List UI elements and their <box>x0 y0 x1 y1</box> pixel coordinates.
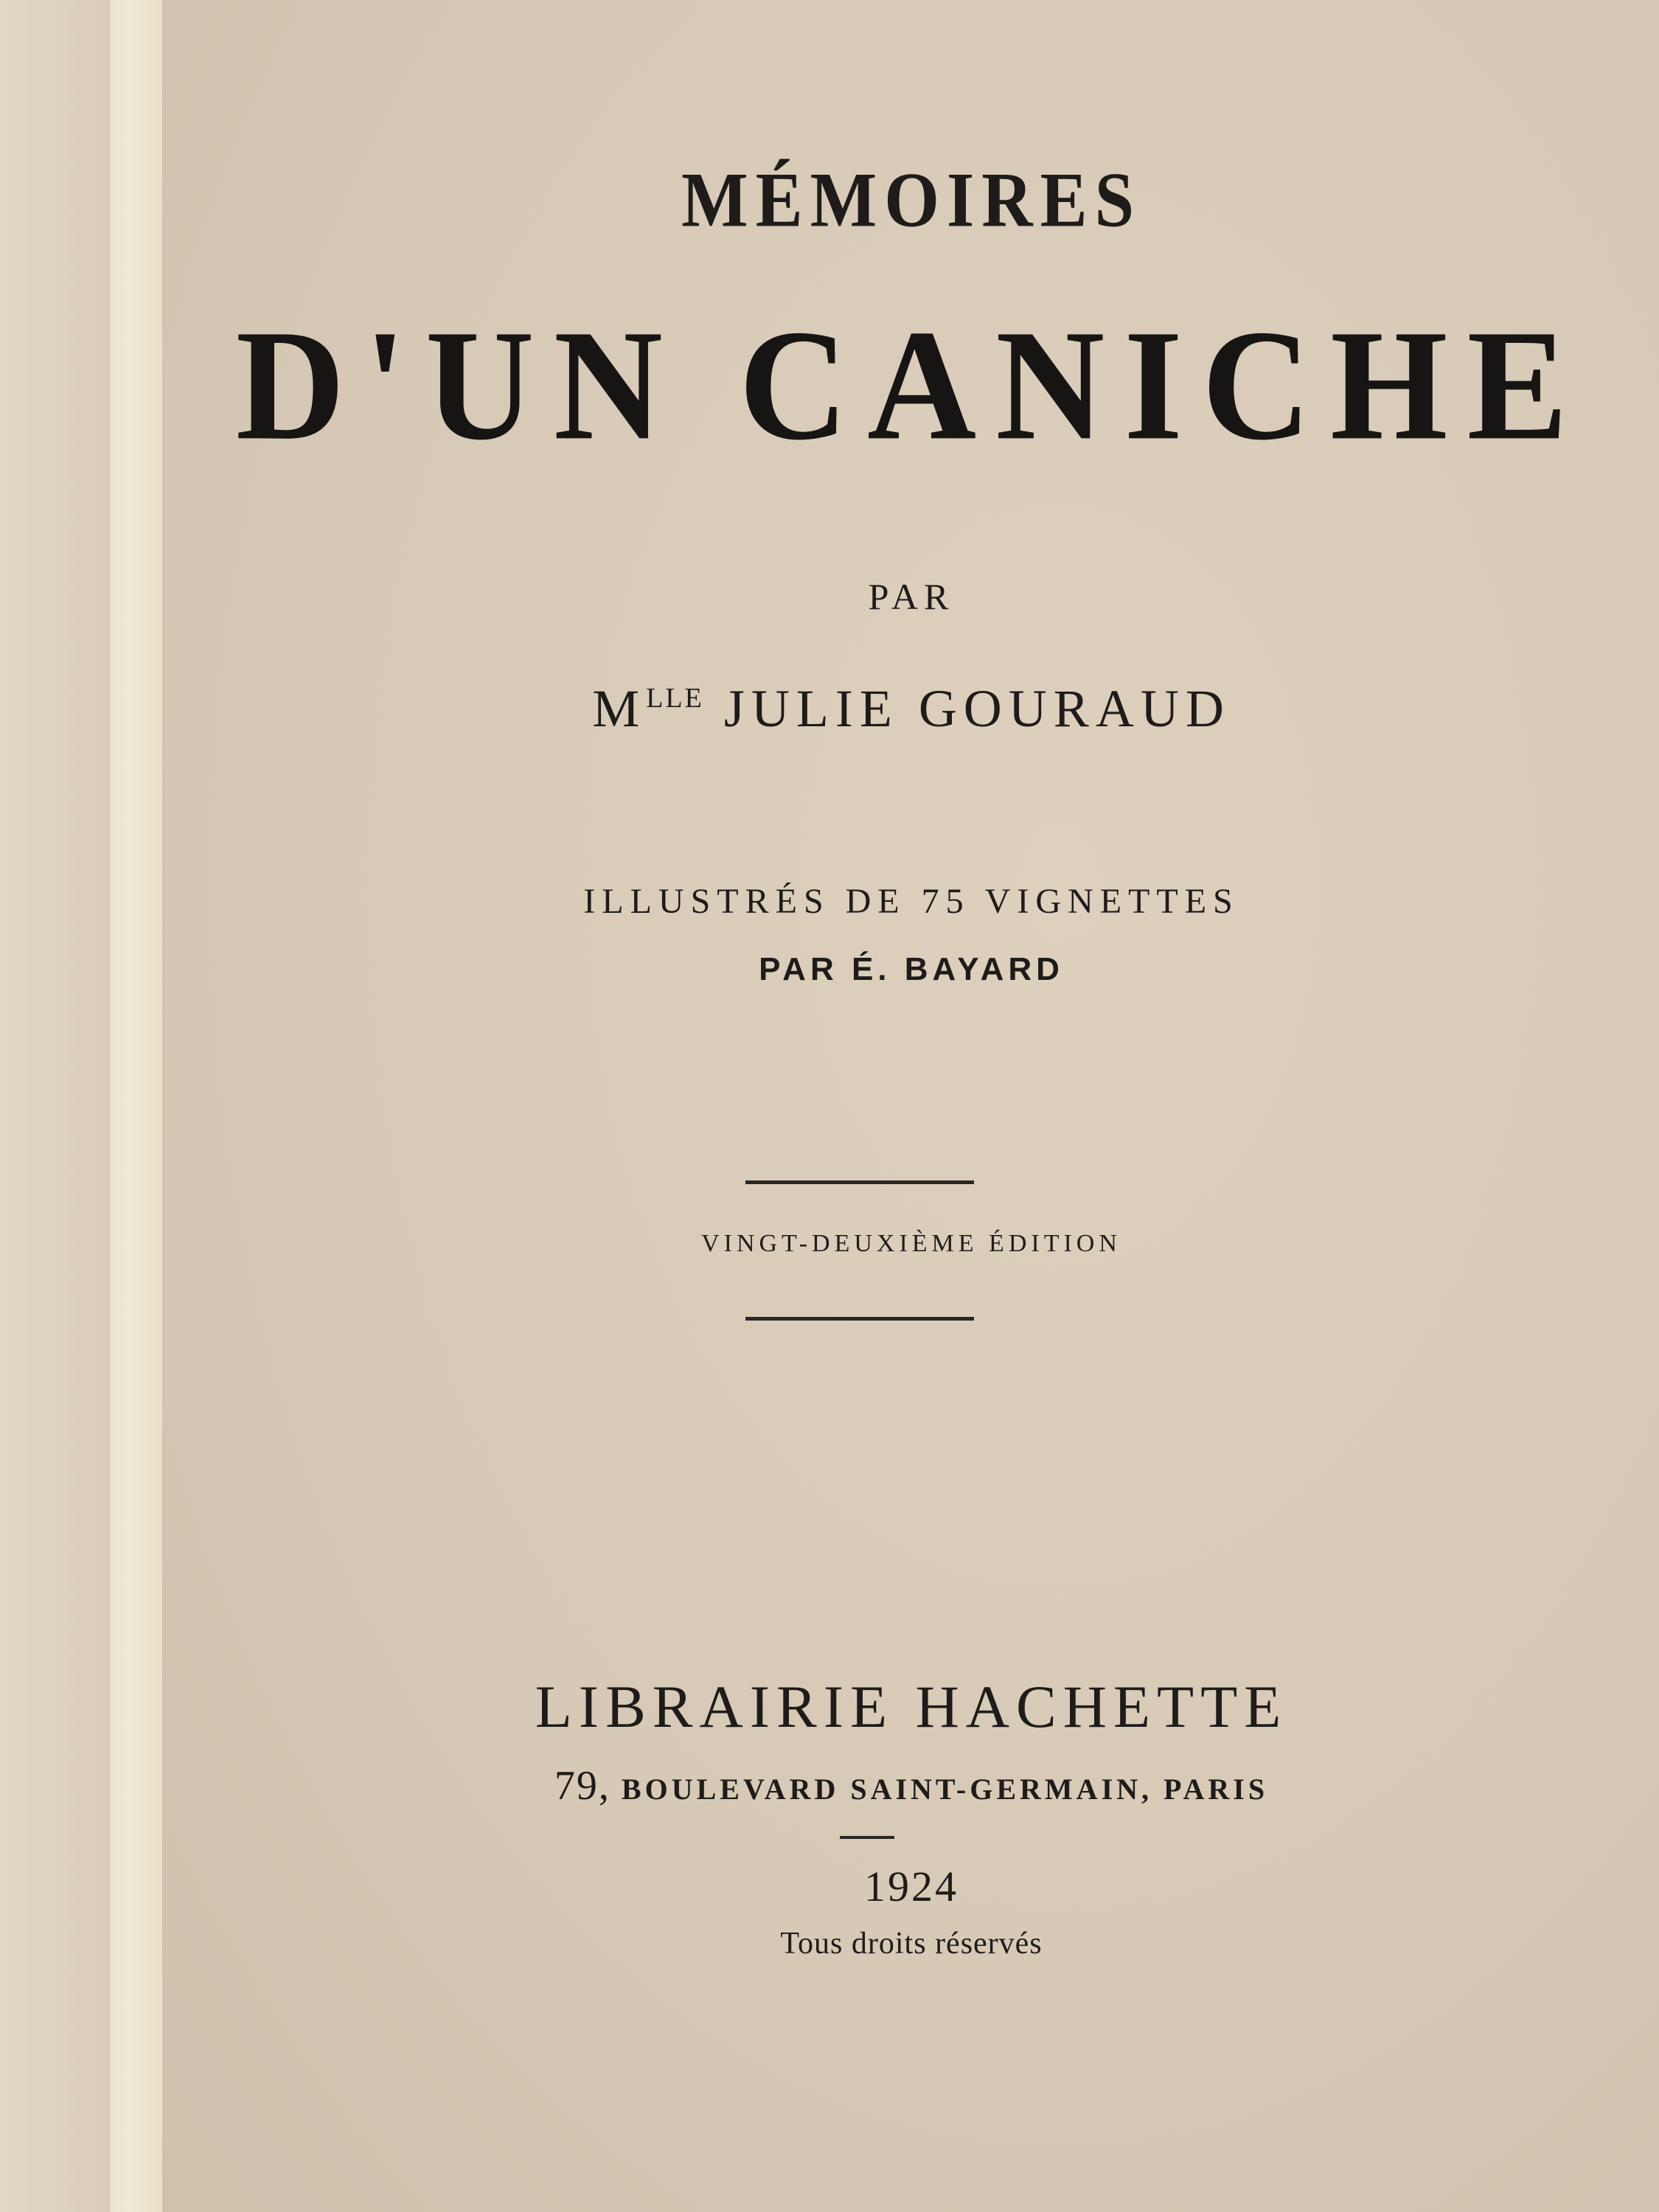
divider-rule-bottom <box>745 1317 974 1321</box>
title-line-1: MÉMOIRES <box>681 156 1142 243</box>
illustrations-line: ILLUSTRÉS DE 75 VIGNETTES <box>583 882 1239 921</box>
byline-par: PAR <box>868 576 955 617</box>
edition-line: VINGT-DEUXIÈME ÉDITION <box>701 1230 1121 1257</box>
facing-page-edge <box>0 0 111 2212</box>
illustrator-line: PAR É. BAYARD <box>759 951 1064 987</box>
author-prefix: M <box>592 679 647 738</box>
author-name: JULIE GOURAUD <box>723 679 1231 738</box>
publication-year: 1924 <box>864 1863 959 1910</box>
author-prefix-superscript: LLE <box>646 683 704 714</box>
title-line-2: D'UN CANICHE <box>235 297 1587 473</box>
rights-notice: Tous droits réservés <box>780 1927 1043 1961</box>
title-page <box>164 0 1659 2212</box>
address-street: BOULEVARD SAINT-GERMAIN, PARIS <box>621 1773 1269 1806</box>
divider-rule-small <box>840 1836 894 1839</box>
publisher-address <box>164 1762 1659 1809</box>
publisher-name: LIBRAIRIE HACHETTE <box>535 1673 1288 1740</box>
divider-rule-top <box>745 1180 974 1184</box>
author-line <box>164 678 1659 740</box>
endpaper-strip <box>111 0 164 2212</box>
address-number: 79, <box>554 1763 611 1809</box>
